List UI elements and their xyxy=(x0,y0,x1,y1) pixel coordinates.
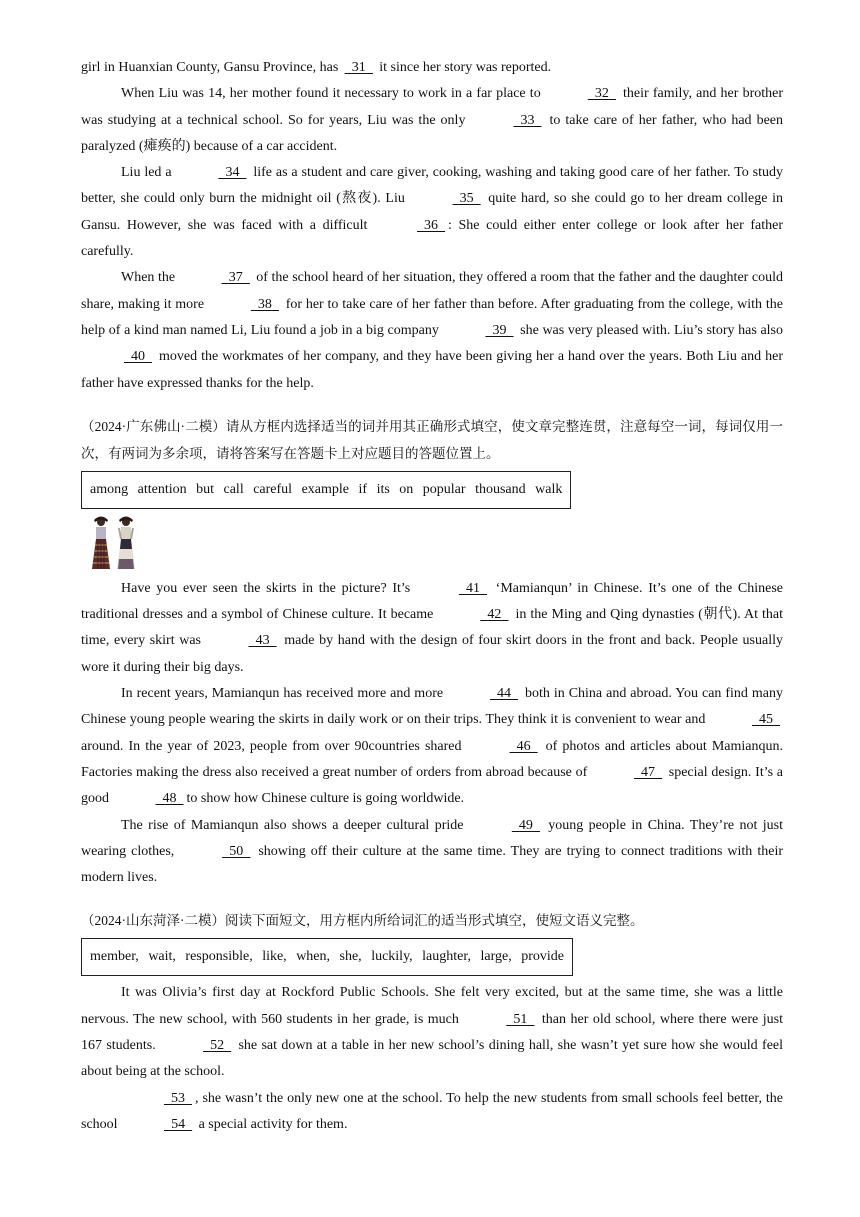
word-box-item: like, xyxy=(262,949,287,965)
blank-49[interactable]: 49 xyxy=(518,817,533,833)
blank-40[interactable]: 40 xyxy=(131,349,145,365)
document-page xyxy=(81,55,783,1138)
passage1-paragraph-3: Liu led a 34 life as a student and care giver, cooking, washing and taking good care of her father. To study better, she could only burn the midnight oil (熬夜). Liu 35 quite hard, so she could go to her dream college in Gansu. However, she was faced with a difficult 36 : She could either enter college or look after her father carefully. xyxy=(81,160,783,265)
section2-instruction: （2024·广东佛山·二模）请从方框内选择适当的词并用其正确形式填空，使文章完整连贯，注意每空一词，每词仅用一次，有两词为多余项，请将答案写在答题卡上对应题目的答题位置上。 xyxy=(81,418,783,461)
word-box-item: call xyxy=(223,481,244,497)
section3-word-box xyxy=(81,938,573,976)
blank-44[interactable]: 44 xyxy=(497,686,512,702)
blank-52[interactable]: 52 xyxy=(210,1038,225,1054)
word-box-item: responsible, xyxy=(185,949,253,965)
word-box-item: attention xyxy=(137,481,187,497)
word-box-item: on xyxy=(399,481,414,497)
blank-53[interactable]: 53 xyxy=(171,1090,185,1106)
blank-33[interactable]: 33 xyxy=(520,112,535,128)
word-box-item: member, xyxy=(90,949,139,965)
mamianqun-picture xyxy=(81,513,783,576)
blank-47[interactable]: 47 xyxy=(641,764,656,780)
blank-54[interactable]: 54 xyxy=(171,1116,186,1132)
blank-41[interactable]: 41 xyxy=(465,580,480,596)
word-box-item: wait, xyxy=(148,949,176,965)
word-box-item: when, xyxy=(296,949,331,965)
section3-instruction: （2024·山东菏泽·二模）阅读下面短文，用方框内所给词汇的适当形式填空，使短文语义完整。 xyxy=(81,913,644,929)
section2-word-box xyxy=(81,471,571,509)
section2-paragraph-1: Have you ever seen the skirts in the picture? It’s 41 ‘Mamianqun’ in Chinese. It’s one of the Chinese traditional dresses and a symbol of Chinese culture. It became 42 in the Ming and Qing dynasties (朝代). At that time, every skirt was 43 made by hand with the design of four skirt doors in the front and back. People usually wore it during their big days. xyxy=(81,576,783,681)
blank-48[interactable]: 48 xyxy=(162,791,177,807)
word-box-item: laughter, xyxy=(422,949,471,965)
section3-paragraph-1: It was Olivia’s first day at Rockford Public Schools. She felt very excited, but at the same time, she was a little nervous. The new school, with 560 students in her grade, is much 51 than her old school, where there were just 167 students. 52 she sat down at a table in her new school’s dining hall, she wasn’t yet sure how she would feel about being at the school. xyxy=(81,985,784,1080)
word-box-item: she, xyxy=(339,949,362,965)
blank-43[interactable]: 43 xyxy=(255,633,270,649)
word-box-item: luckily, xyxy=(371,949,413,965)
two-women-in-mamianqun-skirts-icon xyxy=(83,515,145,571)
blank-46[interactable]: 46 xyxy=(516,738,531,754)
word-box-item: example xyxy=(301,481,349,497)
passage1-paragraph-1: girl in Huanxian County, Gansu Province, has 31 it since her story was reported. xyxy=(81,55,783,81)
blank-34[interactable]: 34 xyxy=(225,165,240,181)
blank-45[interactable]: 45 xyxy=(759,712,773,728)
word-box-item: popular xyxy=(422,481,466,497)
word-box-item: provide xyxy=(521,949,564,965)
section2-paragraph-2: In recent years, Mamianqun has received more and more 44 both in China and abroad. You can find many Chinese young people wearing the skirts in daily work or on their trips. They think it is convenient to wear and 45 around. In the year of 2023, people from over 90countries shared 46 of photos and articles about Mamianqun. Factories making the dress also received a great number of orders from abroad because of 47 special design. It’s a good 48 to show how Chinese culture is going worldwide. xyxy=(81,681,783,812)
blank-32[interactable]: 32 xyxy=(594,86,609,102)
word-box-item: its xyxy=(376,481,390,497)
word-box-item: among xyxy=(90,481,129,497)
word-box-item: large, xyxy=(480,949,512,965)
word-box-item: but xyxy=(196,481,214,497)
blank-51[interactable]: 51 xyxy=(513,1011,528,1027)
blank-42[interactable]: 42 xyxy=(487,607,502,623)
word-box-item: walk xyxy=(535,481,563,497)
blank-31[interactable]: 31 xyxy=(351,60,366,75)
passage1-paragraph-2: When Liu was 14, her mother found it necessary to work in a far place to 32 their family, and her brother was studying at a technical school. So for years, Liu was the only 33 to take care of her father, who had been paralyzed (瘫痪的) because of a car accident. xyxy=(81,81,783,160)
blank-39[interactable]: 39 xyxy=(492,322,507,338)
blank-36[interactable]: 36 xyxy=(424,217,439,233)
blank-38[interactable]: 38 xyxy=(257,296,272,312)
passage1-paragraph-4: When the 37 of the school heard of her situation, they offered a room that the father and the daughter could share, making it more 38 for her to take care of her father than before. After graduating from the college, with the help of a kind man named Li, Liu found a job in a big company 39 she was very pleased with. Liu’s story has also 40 moved the workmates of her company, and they have been giving her a hand over the years. Both Liu and her father have expressed thanks for the help. xyxy=(81,265,783,396)
section3-paragraph-2: 53 , she wasn’t the only new one at the school. To help the new students from small schools feel better, the school 54 a special activity for them. xyxy=(81,1086,783,1139)
word-box-item: careful xyxy=(253,481,293,497)
word-box-item: if xyxy=(358,481,368,497)
blank-35[interactable]: 35 xyxy=(459,191,474,207)
blank-50[interactable]: 50 xyxy=(229,843,244,859)
word-box-item: thousand xyxy=(475,481,526,497)
blank-37[interactable]: 37 xyxy=(228,270,243,286)
section2-paragraph-3: The rise of Mamianqun also shows a deeper cultural pride 49 young people in China. They’re not just wearing clothes, 50 showing off their culture at the same time. They are trying to connect traditions with their modern lives. xyxy=(81,813,783,892)
